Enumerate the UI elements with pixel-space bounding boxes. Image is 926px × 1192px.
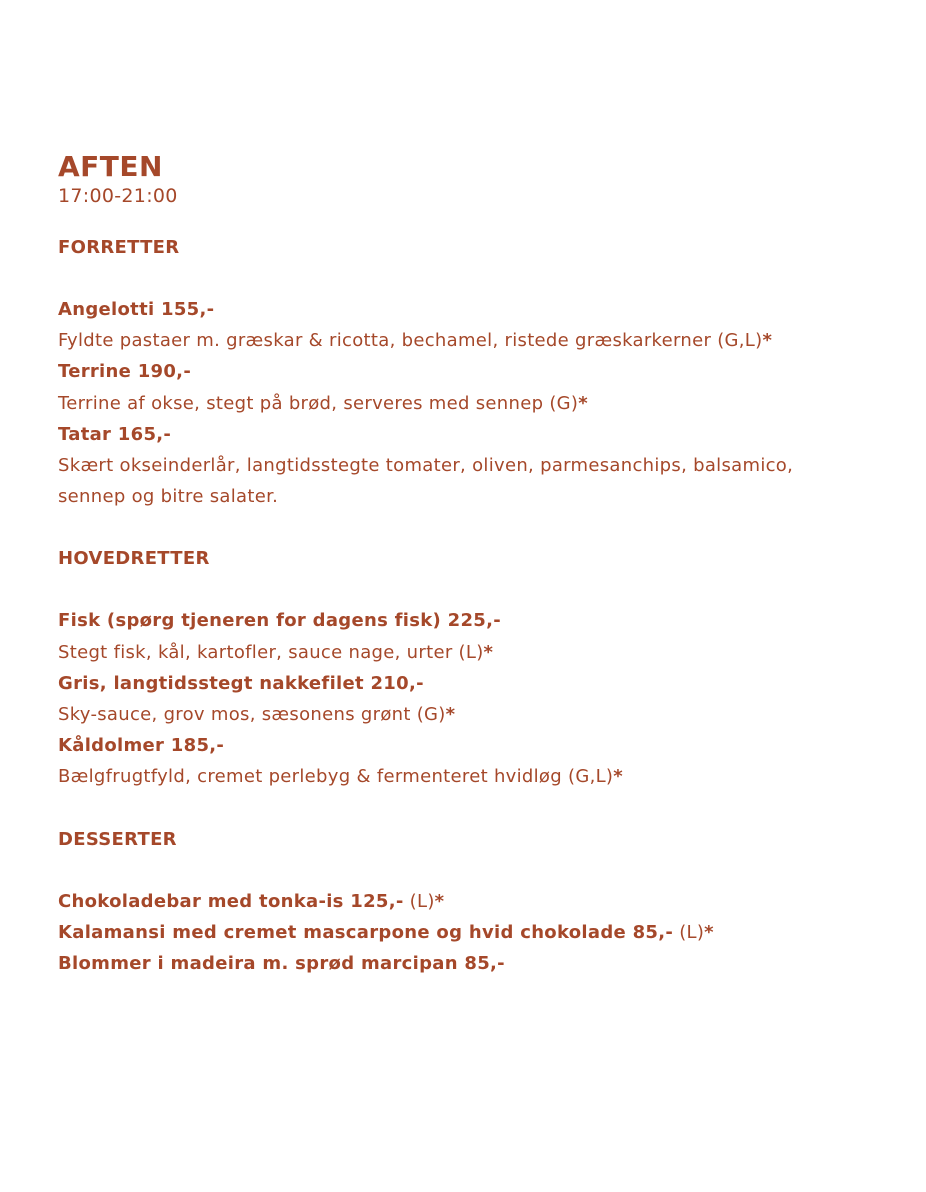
item-name-price: Terrine 190,- xyxy=(58,361,192,383)
section-heading-desserter: DESSERTER xyxy=(58,828,177,850)
menu-item xyxy=(58,668,878,730)
allergen-star: * xyxy=(762,330,773,352)
section-heading-hovedretter: HOVEDRETTER xyxy=(58,548,210,570)
item-name-price: Kåldolmer 185,- xyxy=(58,735,225,757)
serving-hours: 17:00-21:00 xyxy=(58,185,178,207)
item-description-line-2: sennep og bitre salater. xyxy=(58,486,279,508)
allergen-star: * xyxy=(613,766,623,788)
menu-item xyxy=(58,730,878,792)
item-name-price: Tatar 165,- xyxy=(58,423,172,445)
dessert-item: Chokoladebar med tonka-is 125,- (L)* xyxy=(58,890,445,912)
allergen-star: * xyxy=(578,392,588,414)
evening-menu xyxy=(58,150,878,979)
dessert-item: Kalamansi med cremet mascarpone og hvid chokolade 85,- (L)* xyxy=(58,921,714,943)
allergen-info: (L) xyxy=(673,921,705,943)
menu-title: AFTEN xyxy=(58,150,163,183)
allergen-star: * xyxy=(445,704,456,726)
item-description: Sky-sauce, grov mos, sæsonens grønt (G)* xyxy=(58,704,456,726)
item-description: Bælgfrugtfyld, cremet perlebyg & fermenteret hvidløg (G,L)* xyxy=(58,766,623,788)
section-heading-forretter: FORRETTER xyxy=(58,237,180,258)
item-description: Stegt fisk, kål, kartofler, sauce nage, urter (L)* xyxy=(58,641,494,663)
allergen-info: (L) xyxy=(403,890,435,912)
section-hovedretter xyxy=(58,543,878,792)
menu-item xyxy=(58,419,878,513)
menu-item xyxy=(58,356,878,418)
allergen-star: * xyxy=(434,890,445,912)
menu-item xyxy=(58,294,878,356)
menu-item xyxy=(58,605,878,667)
item-name-price: Gris, langtidsstegt nakkefilet 210,- xyxy=(58,672,424,694)
item-description: Fyldte pastaer m. græskar & ricotta, bechamel, ristede græskarkerner (G,L)* xyxy=(58,330,773,352)
section-forretter xyxy=(58,232,878,512)
allergen-star: * xyxy=(483,641,494,663)
item-name-price: Fisk (spørg tjeneren for dagens fisk) 225,- xyxy=(58,610,502,632)
allergen-star: * xyxy=(704,921,714,943)
item-description: Terrine af okse, stegt på brød, serveres med sennep (G)* xyxy=(58,392,588,414)
section-desserter xyxy=(58,824,878,980)
item-name-price: Angelotti 155,- xyxy=(58,299,215,320)
dessert-item: Blommer i madeira m. sprød marcipan 85,- xyxy=(58,953,505,975)
item-description-line-1: Skært okseinderlår, langtidsstegte tomater, oliven, parmesanchips, balsamico, xyxy=(58,455,794,477)
